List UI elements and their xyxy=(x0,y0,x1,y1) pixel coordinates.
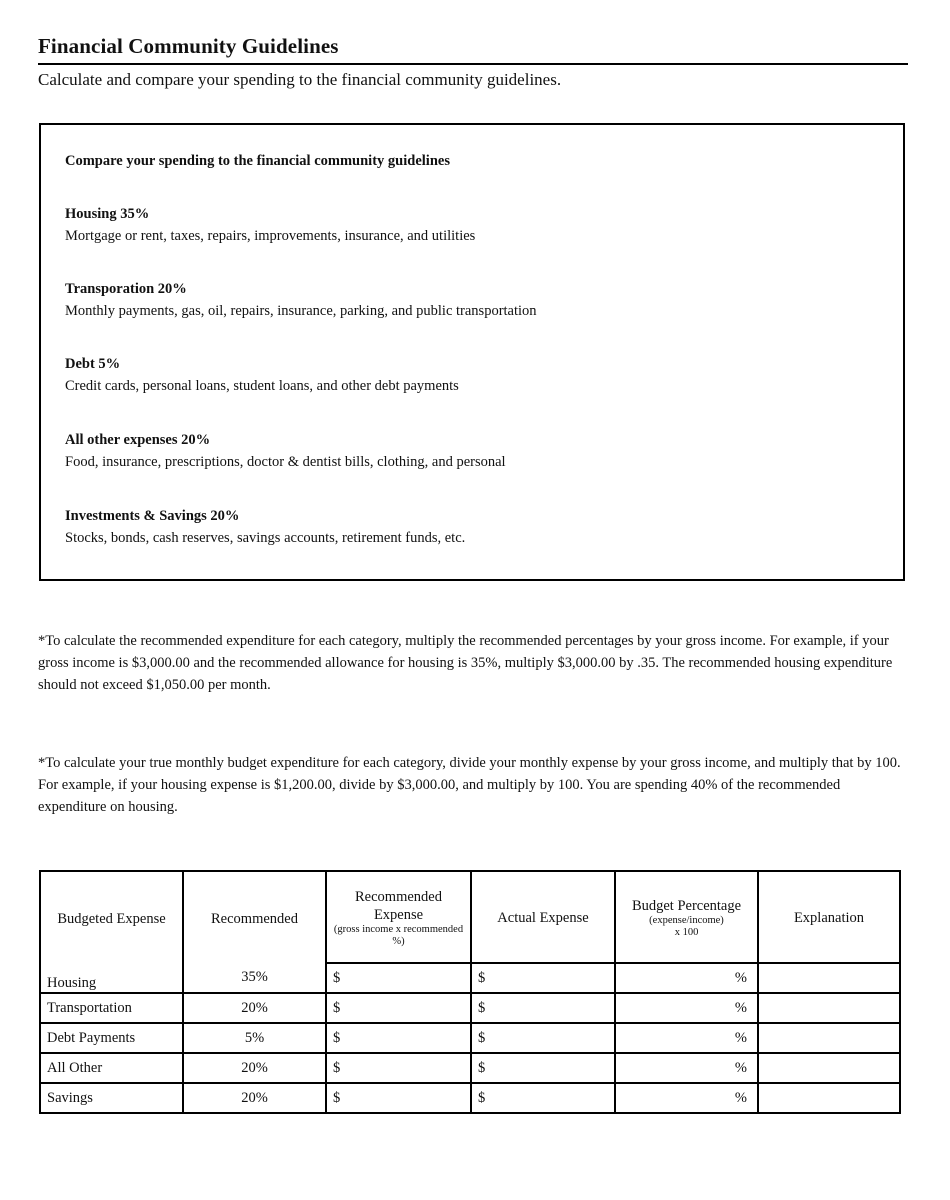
row-actual-expense[interactable]: $ xyxy=(471,963,615,993)
row-explanation[interactable] xyxy=(758,963,900,993)
guideline-description: Stocks, bonds, cash reserves, savings accounts, retirement funds, etc. xyxy=(65,530,466,546)
page-title: Financial Community Guidelines xyxy=(38,34,339,58)
guideline-description: Mortgage or rent, taxes, repairs, improvements, insurance, and utilities xyxy=(65,228,476,244)
guideline-savings xyxy=(65,505,465,549)
row-recommended: 35% xyxy=(183,963,326,993)
guideline-name: Debt 5% xyxy=(65,356,121,372)
row-recommended: 5% xyxy=(183,1023,326,1053)
row-recommended-expense[interactable]: $ xyxy=(326,1023,471,1053)
title-divider xyxy=(38,63,908,65)
table-header-row xyxy=(40,871,900,963)
guidelines-heading: Compare your spending to the financial community guidelines xyxy=(65,153,450,169)
header-label: Recommended xyxy=(211,910,298,927)
row-label: Debt Payments xyxy=(40,1023,183,1053)
header-label: Budgeted Expense xyxy=(57,910,166,927)
budget-table xyxy=(39,870,901,1114)
row-recommended-expense[interactable]: $ xyxy=(326,1053,471,1083)
header-label: Budget Percentage xyxy=(631,898,742,914)
header-multiplier: x 100 xyxy=(674,927,699,938)
table-row xyxy=(40,963,900,993)
header-label: Explanation xyxy=(793,910,865,926)
header-budgeted-expense xyxy=(40,871,183,963)
guideline-name: All other expenses 20% xyxy=(65,432,211,448)
table-row xyxy=(40,1083,900,1113)
note-recommended-expenditure: *To calculate the recommended expenditure for each category, multiply the recommended percentages by your gross income. For example, if your gross income is $3,000.00 and the recommended allowance for housing is 35%, multiply $3,000.00 by .35. The recommended housing expenditure should not exceed $1,050.00 per month. xyxy=(38,633,893,693)
header-label: Recommended Expense xyxy=(355,889,442,923)
row-budget-percentage[interactable]: % xyxy=(615,1083,758,1113)
header-recommended xyxy=(183,871,326,963)
guidelines-box xyxy=(39,123,905,581)
table-row xyxy=(40,1023,900,1053)
guideline-other xyxy=(65,429,506,473)
guideline-description: Credit cards, personal loans, student loans, and other debt payments xyxy=(65,378,459,394)
row-budget-percentage[interactable]: % xyxy=(615,1023,758,1053)
header-budget-percentage xyxy=(615,871,758,963)
header-explanation xyxy=(758,871,900,963)
row-budget-percentage[interactable]: % xyxy=(615,1053,758,1083)
guideline-description: Food, insurance, prescriptions, doctor & dentist bills, clothing, and personal xyxy=(65,454,506,470)
row-recommended: 20% xyxy=(183,1083,326,1113)
row-label: Housing xyxy=(40,963,183,993)
row-actual-expense[interactable]: $ xyxy=(471,1023,615,1053)
guideline-debt xyxy=(65,353,459,397)
row-budget-percentage[interactable]: % xyxy=(615,993,758,1023)
table-row xyxy=(40,993,900,1023)
row-recommended-expense[interactable]: $ xyxy=(326,963,471,993)
row-recommended: 20% xyxy=(183,993,326,1023)
header-recommended-expense xyxy=(326,871,471,963)
header-actual-expense xyxy=(471,871,615,963)
header-label: Actual Expense xyxy=(497,910,589,926)
row-label: Transportation xyxy=(40,993,183,1023)
page-subtitle: Calculate and compare your spending to the financial community guidelines. xyxy=(38,70,562,89)
row-recommended-expense[interactable]: $ xyxy=(326,1083,471,1113)
row-recommended-expense[interactable]: $ xyxy=(326,993,471,1023)
row-explanation[interactable] xyxy=(758,1023,900,1053)
guideline-name: Transporation 20% xyxy=(65,281,187,297)
row-explanation[interactable] xyxy=(758,1053,900,1083)
header-note: (gross income x recommended %) xyxy=(333,924,464,947)
table-row xyxy=(40,1053,900,1083)
guideline-transportation xyxy=(65,278,537,322)
note-budget-expenditure: *To calculate your true monthly budget expenditure for each category, divide your monthly expense by your gross income, and multiply that by 100. For example, if your housing expense is $1,200.00, divide by $3,000.00, and multiply by 100. You are spending 40% of the recommended expenditure on housing. xyxy=(38,755,901,815)
row-actual-expense[interactable]: $ xyxy=(471,993,615,1023)
row-label: All Other xyxy=(40,1053,183,1083)
row-recommended: 20% xyxy=(183,1053,326,1083)
row-label: Savings xyxy=(40,1083,183,1113)
guideline-name: Housing 35% xyxy=(65,206,150,222)
row-budget-percentage[interactable]: % xyxy=(615,963,758,993)
row-actual-expense[interactable]: $ xyxy=(471,1053,615,1083)
row-explanation[interactable] xyxy=(758,1083,900,1113)
guideline-name: Investments & Savings 20% xyxy=(65,508,240,524)
guideline-housing xyxy=(65,203,475,247)
row-explanation[interactable] xyxy=(758,993,900,1023)
header-note: (expense/income) xyxy=(649,915,724,926)
guideline-description: Monthly payments, gas, oil, repairs, insurance, parking, and public transportation xyxy=(65,303,537,319)
row-actual-expense[interactable]: $ xyxy=(471,1083,615,1113)
